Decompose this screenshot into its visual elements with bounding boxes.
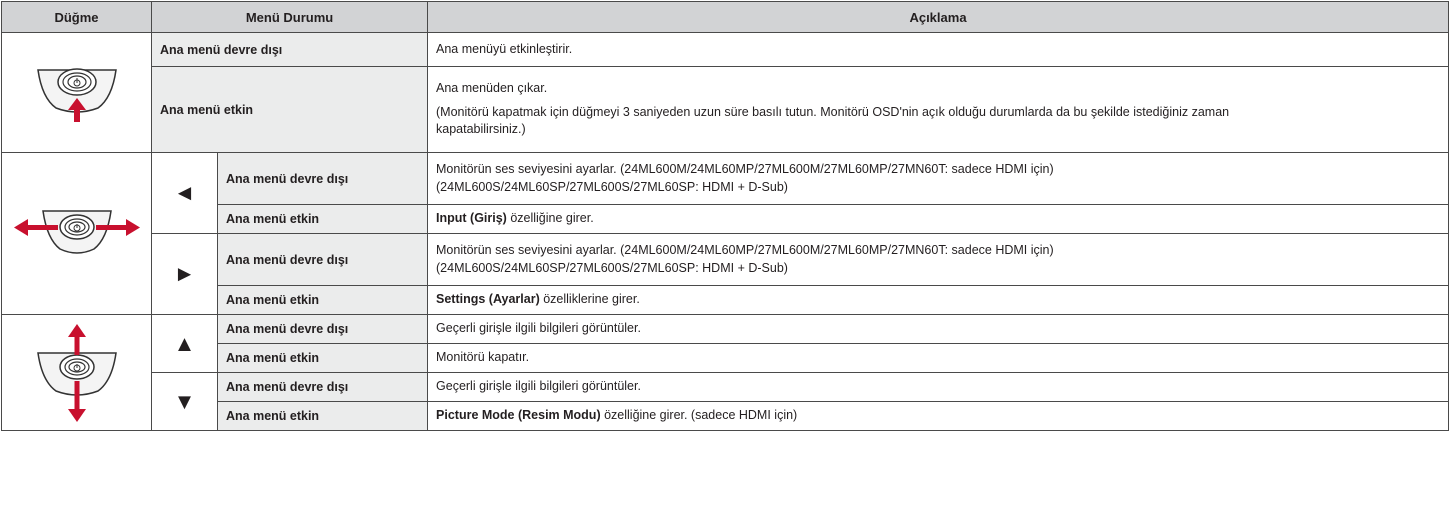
menu-state-label: Ana menü devre dışı — [152, 33, 428, 67]
description-line: (Monitörü kapatmak için düğmeyi 3 saniyeden uzun süre basılı tutun. Monitörü OSD'nin açık olduğu durumlarda da bu şekilde istediğiniz zaman — [436, 104, 1230, 119]
table-row — [2, 315, 1449, 344]
table-row — [2, 234, 1449, 286]
description-line: Monitörün ses seviyesini ayarlar. (24ML600M/24ML60MP/27ML600M/27ML60MP/27MN60T: sadece HDMI için) — [436, 162, 1054, 176]
joystick-press-cell — [2, 33, 152, 153]
description-line: Ana menüden çıkar. — [436, 81, 548, 96]
table-row — [2, 205, 1449, 234]
menu-state-label: Ana menü etkin — [218, 344, 428, 373]
description-line: (24ML600S/24ML60SP/27ML600S/27ML60SP: HDMI + D-Sub) — [436, 260, 788, 275]
menu-state-label: Ana menü etkin — [152, 67, 428, 153]
header-button: Düğme — [2, 2, 152, 33]
menu-state-label: Ana menü devre dışı — [218, 153, 428, 205]
menu-state-label: Ana menü devre dışı — [218, 315, 428, 344]
joystick-up-down-icon — [32, 323, 122, 423]
table-row — [2, 402, 1449, 431]
description-cell: Geçerli girişle ilgili bilgileri görüntüler. — [428, 373, 1449, 402]
description-cell: Ana menüyü etkinleştirir. — [428, 33, 1449, 67]
menu-state-label: Ana menü etkin — [218, 205, 428, 234]
description-line: Monitörün ses seviyesini ayarlar. (24ML600M/24ML60MP/27ML600M/27ML60MP/27MN60T: sadece HDMI için) — [436, 243, 1054, 257]
table-row — [2, 153, 1449, 205]
menu-state-label: Ana menü devre dışı — [218, 234, 428, 286]
description-cell — [428, 153, 1449, 205]
joystick-left-right-cell — [2, 153, 152, 315]
up-arrow-glyph: ▲ — [152, 315, 218, 373]
description-text: özelliğine girer. (sadece HDMI için) — [600, 408, 798, 423]
table-row — [2, 33, 1449, 67]
description-text: özelliğine girer. — [506, 211, 594, 226]
menu-state-label: Ana menü devre dışı — [218, 373, 428, 402]
description-text: özelliklerine girer. — [539, 292, 640, 307]
description-cell — [428, 205, 1449, 234]
description-line: (24ML600S/24ML60SP/27ML600S/27ML60SP: HDMI + D-Sub) — [436, 179, 788, 194]
description-cell — [428, 402, 1449, 431]
description-cell: Geçerli girişle ilgili bilgileri görüntüler. — [428, 315, 1449, 344]
description-cell — [428, 234, 1449, 286]
right-arrow-glyph: ► — [152, 234, 218, 315]
description-cell — [428, 286, 1449, 315]
joystick-left-right-icon — [12, 199, 142, 269]
down-arrow-glyph: ▼ — [152, 373, 218, 431]
menu-name-bold: Input (Giriş) — [436, 211, 507, 226]
description-cell — [428, 67, 1449, 153]
left-arrow-glyph: ◄ — [152, 153, 218, 234]
description-cell: Monitörü kapatır. — [428, 344, 1449, 373]
menu-state-label: Ana menü etkin — [218, 402, 428, 431]
menu-state-label: Ana menü etkin — [218, 286, 428, 315]
table-header-row — [2, 2, 1449, 33]
table-row — [2, 373, 1449, 402]
table-row — [2, 67, 1449, 153]
table-row — [2, 344, 1449, 373]
header-description: Açıklama — [428, 2, 1449, 33]
table-row — [2, 286, 1449, 315]
header-menu-state: Menü Durumu — [152, 2, 428, 33]
description-line: kapatabilirsiniz.) — [436, 122, 526, 137]
menu-name-bold: Settings (Ayarlar) — [436, 292, 540, 307]
joystick-press-icon — [32, 58, 122, 128]
joystick-up-down-cell — [2, 315, 152, 431]
joystick-function-table — [1, 1, 1449, 431]
menu-name-bold: Picture Mode (Resim Modu) — [436, 408, 601, 423]
